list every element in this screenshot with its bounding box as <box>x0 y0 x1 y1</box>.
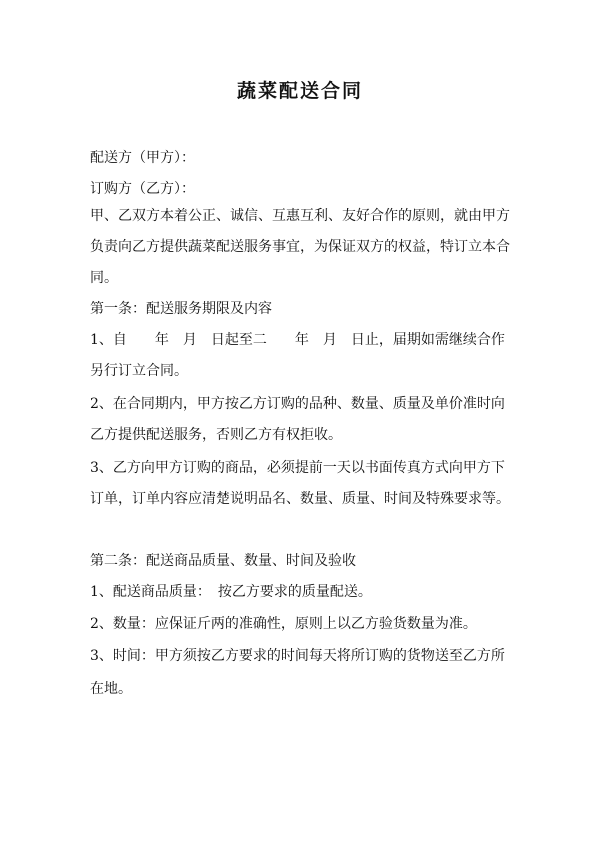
article-2-item-3-line-2: 在地。 <box>90 681 132 697</box>
article-1-item-3-line-2: 订单，订单内容应清楚说明品名、数量、质量、时间及特殊要求等。 <box>90 491 510 507</box>
party-b-label: 订购方（乙方）： <box>90 181 195 197</box>
article-1-item-3-line-1: 3、乙方向甲方订购的商品，必须提前一天以书面传真方式向甲方下 <box>90 460 505 476</box>
page-title: 蔬菜配送合同 <box>236 80 363 102</box>
article-1-item-1-line-2: 另行订立合同。 <box>90 363 188 379</box>
article-1-heading: 第一条：配送服务期限及内容 <box>90 301 272 317</box>
party-a-label: 配送方（甲方）： <box>90 150 195 166</box>
article-2-item-3-line-1: 3、时间：甲方须按乙方要求的时间每天将所订购的货物送至乙方所 <box>90 648 505 664</box>
article-1-item-2-line-2: 乙方提供配送服务，否则乙方有权拒收。 <box>90 427 342 443</box>
article-2-item-2: 2、数量：应保证斤两的准确性，原则上以乙方验货数量为准。 <box>90 616 477 632</box>
intro-line-2: 负责向乙方提供蔬菜配送服务事宜，为保证双方的权益，特订立本合 <box>90 239 510 255</box>
article-2-heading: 第二条：配送商品质量、数量、时间及验收 <box>90 553 356 569</box>
article-1-item-2-line-1: 2、在合同期内，甲方按乙方订购的品种、数量、质量及单价准时向 <box>90 396 505 412</box>
intro-line-1: 甲、乙双方本着公正、诚信、互惠互利、友好合作的原则，就由甲方 <box>90 208 510 224</box>
article-2-item-1: 1、配送商品质量： 按乙方要求的质量配送。 <box>90 584 372 600</box>
article-1-item-1-line-1: 1、自 年 月 日起至二 年 月 日止，届期如需继续合作 <box>90 332 505 348</box>
intro-line-3: 同。 <box>90 270 118 286</box>
